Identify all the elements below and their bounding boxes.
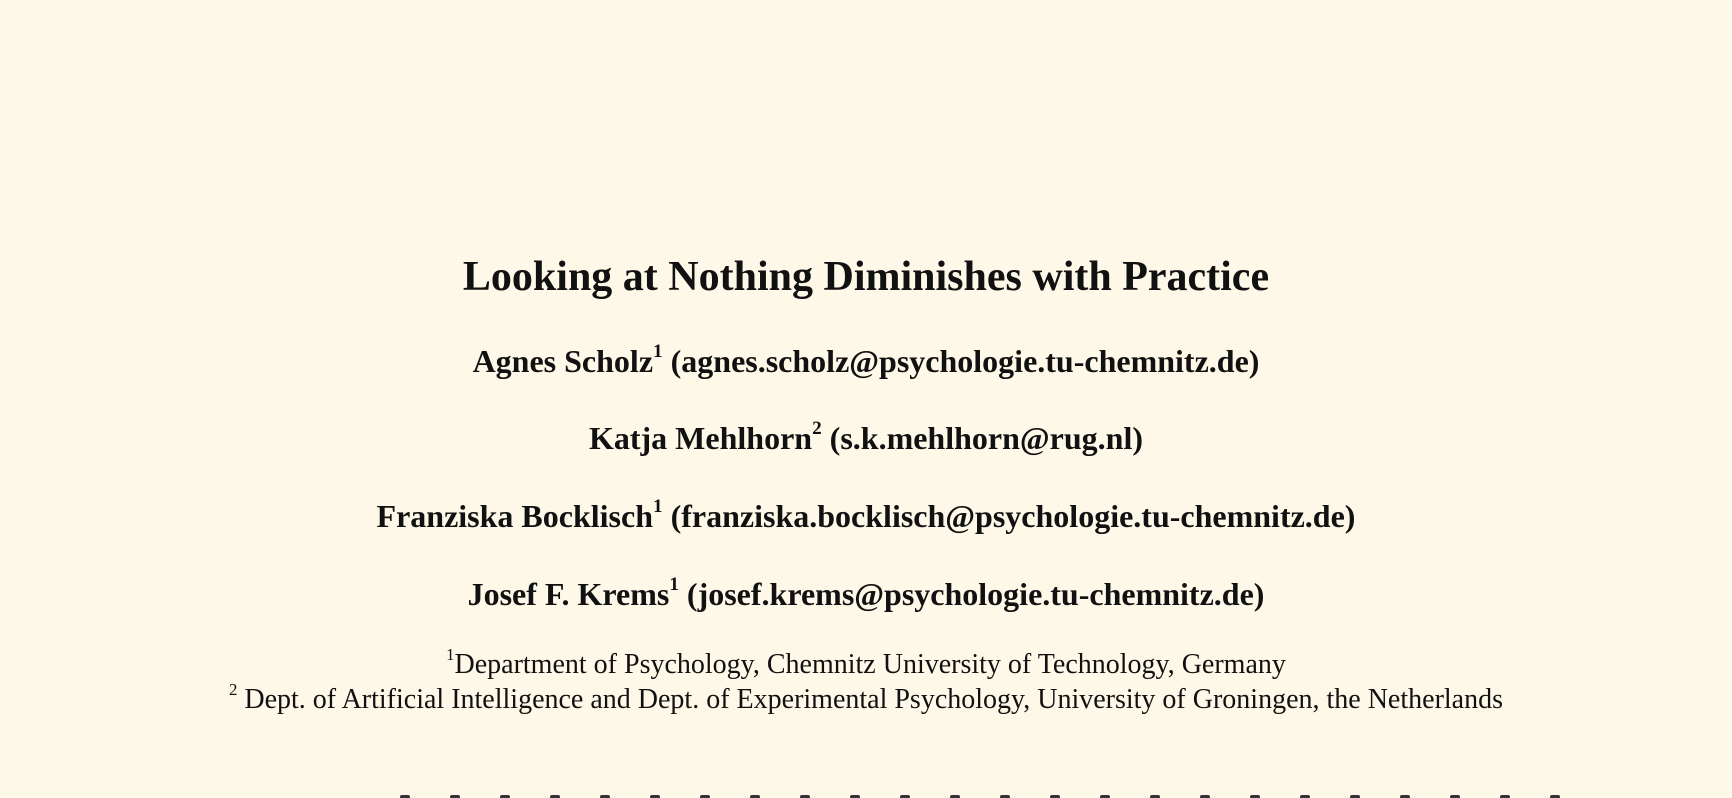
author-email: (s.k.mehlhorn@rug.nl) [829, 420, 1144, 456]
author-affiliation-mark: 2 [812, 418, 822, 440]
author-name: Katja Mehlhorn [588, 420, 813, 456]
author-affiliation-mark: 1 [653, 496, 663, 518]
author-email: (josef.krems@psychologie.tu-chemnitz.de) [686, 576, 1265, 612]
affiliation-text: Department of Psychology, Chemnitz University of Technology, Germany [454, 649, 1286, 680]
author-line [0, 574, 1732, 614]
affiliation-mark: 1 [446, 645, 455, 665]
author-line [0, 496, 1732, 536]
author-line [0, 341, 1732, 381]
author-email: (franziska.bocklisch@psychologie.tu-chemnitz.de) [670, 498, 1356, 534]
cropped-text-line [400, 786, 1640, 798]
affiliation-line [0, 680, 1732, 717]
affiliation-text: Dept. of Artificial Intelligence and Dept. of Experimental Psychology, University of Groningen, the Netherlands [237, 684, 1503, 715]
paper-title: Looking at Nothing Diminishes with Practice [462, 254, 1270, 300]
affiliation-line [0, 645, 1732, 682]
author-name: Agnes Scholz [472, 343, 654, 379]
author-name: Josef F. Krems [467, 576, 670, 612]
author-affiliation-mark: 1 [669, 574, 679, 596]
affiliation-mark: 2 [228, 680, 238, 700]
author-line [0, 418, 1732, 458]
author-email: (agnes.scholz@psychologie.tu-chemnitz.de) [670, 343, 1260, 379]
author-affiliation-mark: 1 [653, 341, 663, 363]
author-name: Franziska Bocklisch [376, 498, 653, 534]
